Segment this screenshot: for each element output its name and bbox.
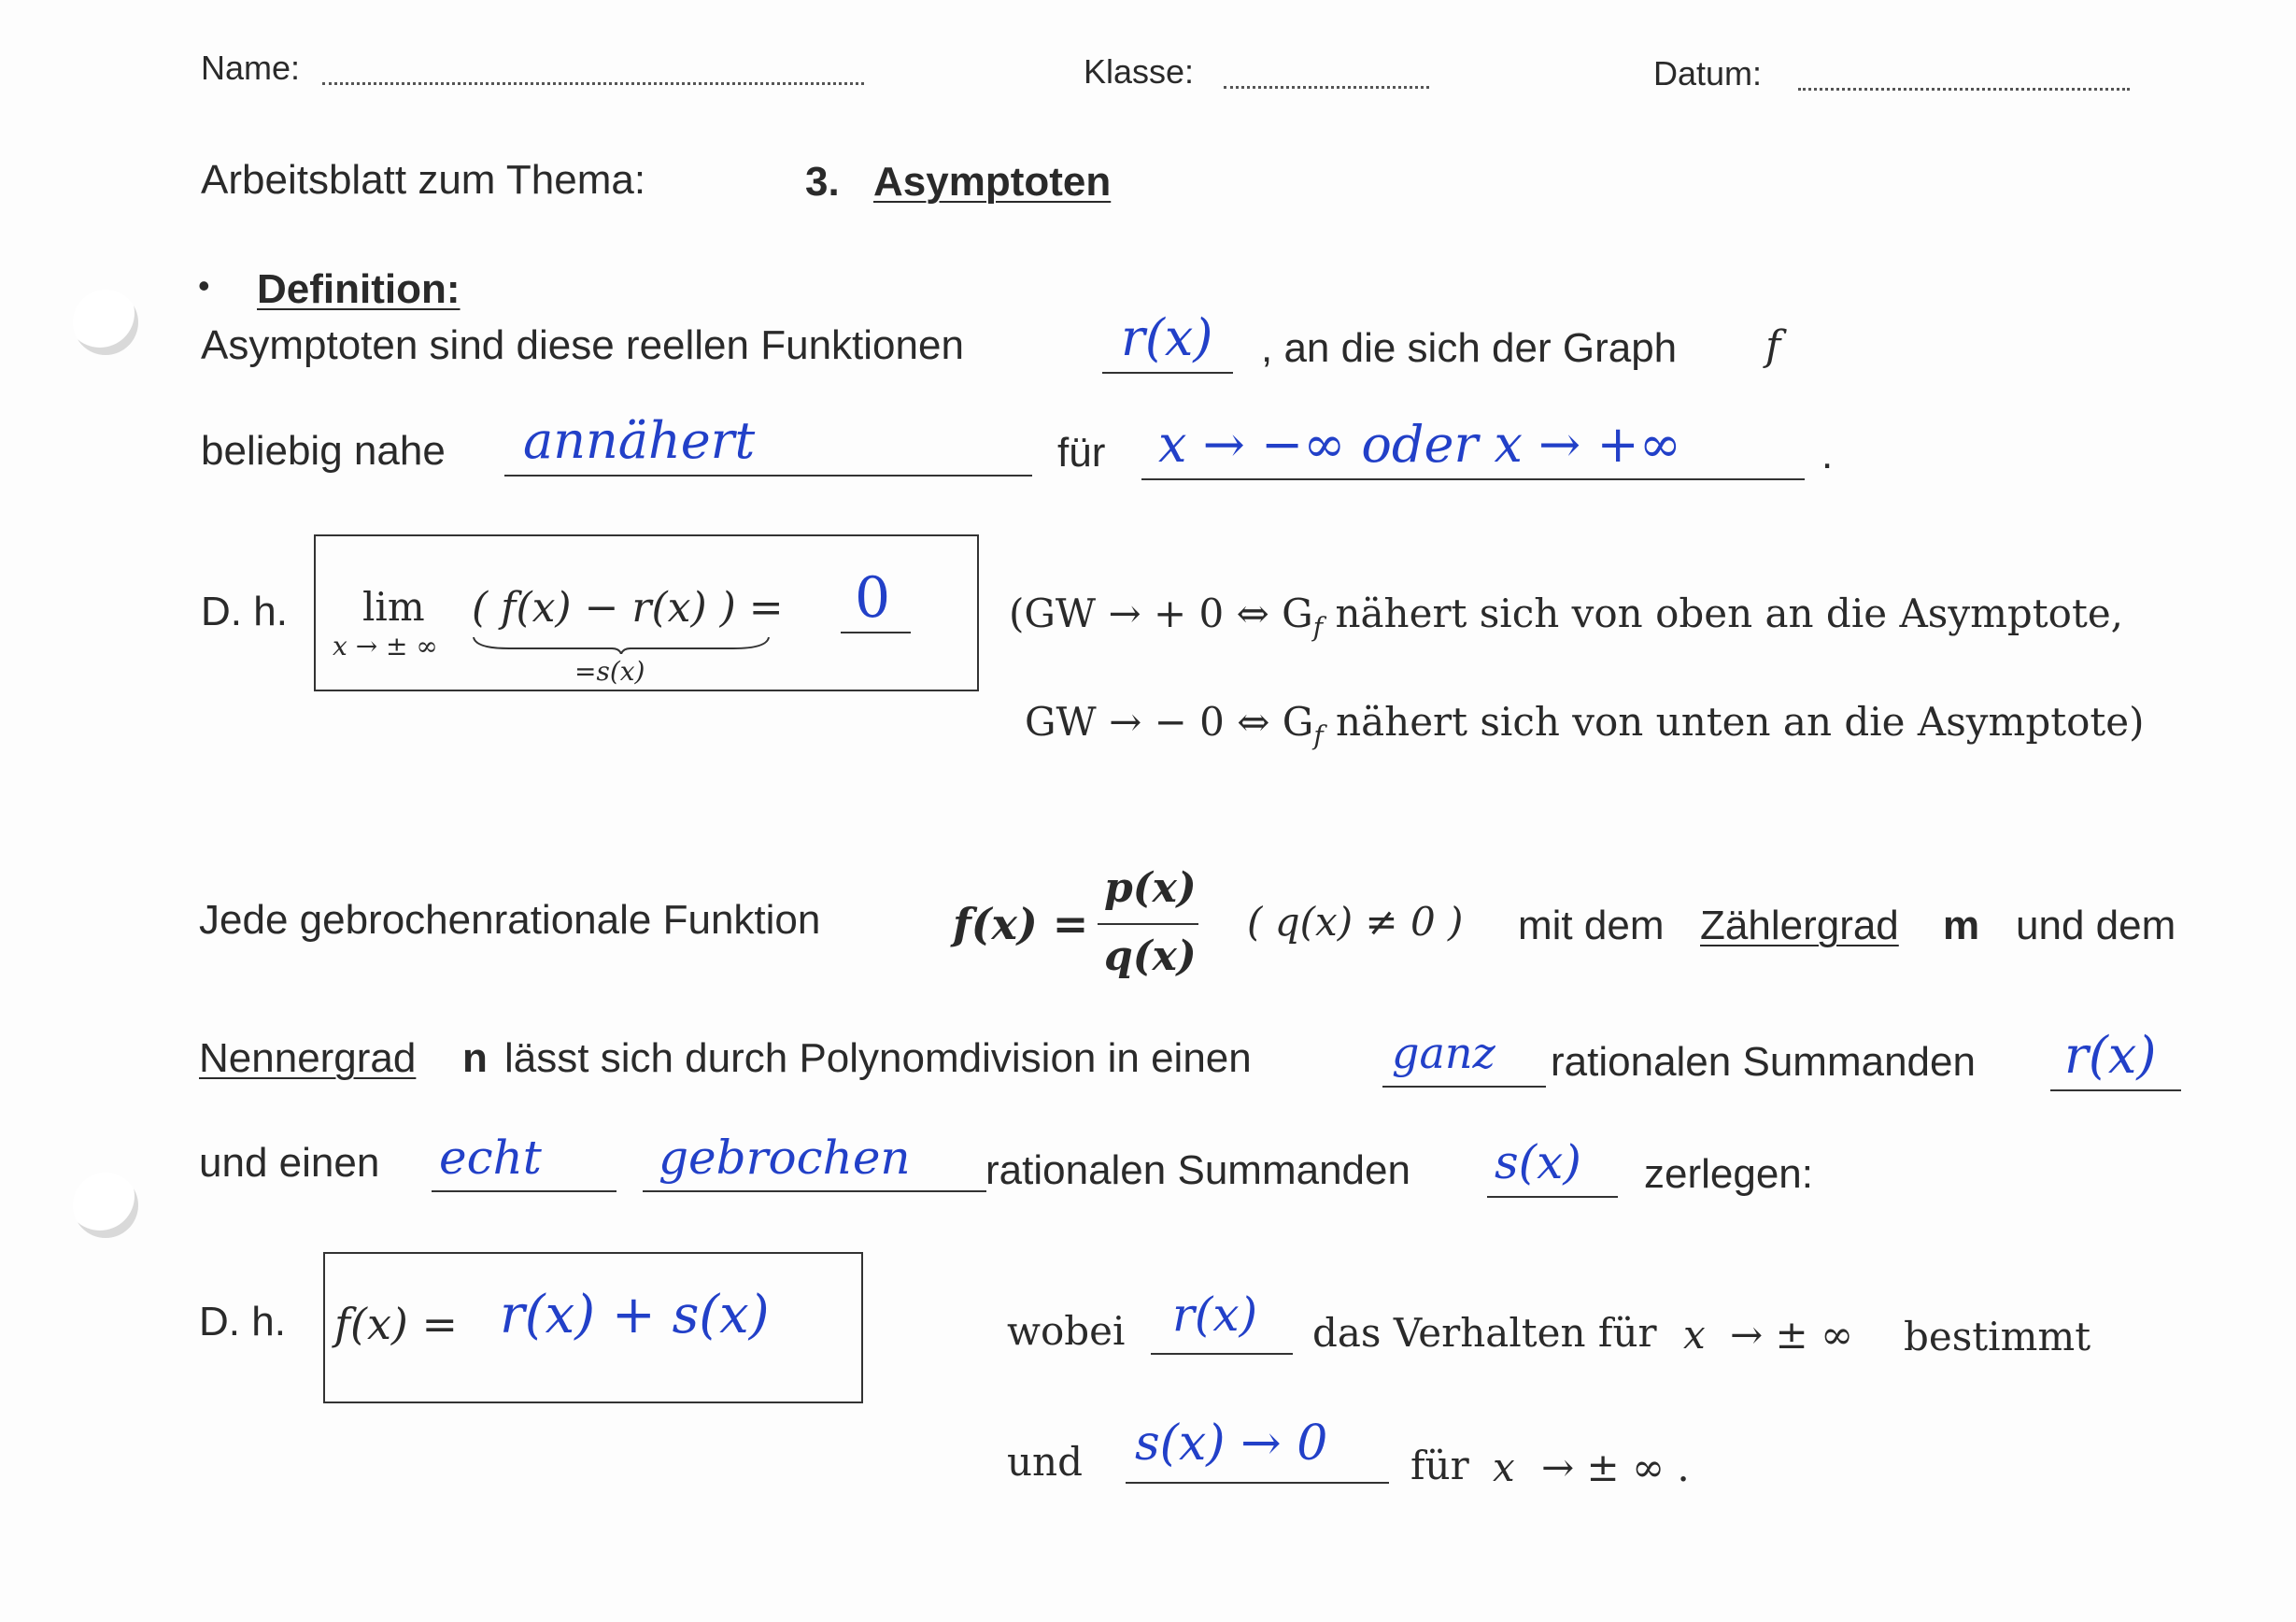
limit-expression: ( f(x) − r(x) ) = <box>472 584 784 632</box>
blank-echt[interactable] <box>432 1190 617 1192</box>
rational-summand-1: rationalen Summanden <box>1551 1039 1976 1085</box>
definition-heading: Definition: <box>257 266 461 312</box>
decomp-verhalten: das Verhalten für <box>1312 1310 1657 1356</box>
answer-asymptote-function: r(x) <box>1121 308 1213 367</box>
decomp-fuer: für <box>1410 1443 1469 1488</box>
date-field[interactable] <box>1798 88 2130 91</box>
definition-bullet: • <box>198 266 210 305</box>
lim-subscript: x → ± ∞ <box>333 631 438 662</box>
blank-limit-direction[interactable] <box>1141 478 1805 480</box>
dh-label-2: D. h. <box>199 1299 286 1345</box>
answer-echt: echt <box>439 1131 542 1185</box>
var-m: m <box>1943 903 1980 948</box>
answer-approaches: annähert <box>523 411 756 470</box>
gw-plus-line: (GW → + 0 ⇔ $G_f$ nähert sich von oben an die Asymptote, <box>1009 590 2124 643</box>
blank-sx-limit[interactable] <box>1126 1482 1389 1484</box>
class-label: Klasse: <box>1084 52 1195 91</box>
punch-hole-bottom <box>73 1173 138 1238</box>
def-line1-text: Asymptoten sind diese reellen Funktionen <box>201 322 964 368</box>
blank-sx-1[interactable] <box>1487 1196 1618 1198</box>
decomp-fx: f(x) = <box>334 1299 459 1349</box>
title-topic: Asymptoten <box>873 159 1112 205</box>
rational-fx: f(x) = <box>953 899 1089 949</box>
rational-und-dem: und dem <box>2016 903 2176 948</box>
term-zaehlergrad: Zählergrad <box>1700 903 1899 948</box>
class-field[interactable] <box>1224 86 1429 89</box>
rational-summand-2: rationalen Summanden <box>985 1147 1410 1193</box>
decomp-x2: x <box>1493 1444 1515 1490</box>
var-n: n <box>462 1035 488 1081</box>
decomp-und: und <box>1007 1439 1083 1485</box>
def-line2-fuer: für <box>1057 430 1106 476</box>
blank-rx-1[interactable] <box>2050 1089 2181 1091</box>
decomp-arrow-inf: → ± ∞ <box>1730 1312 1854 1358</box>
answer-limit-direction: x → −∞ oder x → +∞ <box>1158 415 1681 474</box>
blank-approaches[interactable] <box>504 475 1032 477</box>
rational-und-einen: und einen <box>199 1140 380 1186</box>
graph-f: f <box>1765 322 1781 370</box>
rational-zerlegen: zerlegen: <box>1644 1151 1814 1197</box>
name-label: Name: <box>201 49 301 87</box>
title-number: 3. <box>805 159 840 205</box>
rational-line2-text: lässt sich durch Polynomdivision in einen <box>504 1035 1252 1081</box>
blank-asymptote-function[interactable] <box>1102 372 1233 374</box>
answer-ganz: ganz <box>1392 1028 1495 1078</box>
answer-sx-limit: s(x) → 0 <box>1135 1416 1328 1472</box>
blank-limit-value[interactable] <box>841 632 911 633</box>
gw-minus-line: GW → − 0 ⇔ $G_f$ nähert sich von unten an die Asymptote) <box>1025 699 2145 751</box>
rational-mit-dem: mit dem <box>1518 903 1665 948</box>
decomp-arrow-inf2: → ± ∞ . <box>1541 1444 1690 1490</box>
def-line2-text: beliebig nahe <box>201 428 446 474</box>
answer-gebrochen: gebrochen <box>659 1131 911 1185</box>
decomp-x: x <box>1683 1312 1706 1358</box>
punch-hole-top <box>73 290 138 355</box>
name-field[interactable] <box>322 82 864 85</box>
blank-gebrochen[interactable] <box>643 1190 986 1192</box>
fraction-bar <box>1098 923 1198 925</box>
fraction-numerator: p(x) <box>1104 864 1197 912</box>
decomp-bestimmt: bestimmt <box>1904 1314 2091 1359</box>
decomp-wobei: wobei <box>1007 1308 1126 1354</box>
fraction-denominator: q(x) <box>1104 932 1197 980</box>
date-label: Datum: <box>1653 54 1763 92</box>
blank-ganz[interactable] <box>1382 1086 1546 1088</box>
answer-sx-1: s(x) <box>1495 1135 1581 1189</box>
lim-word: lim <box>362 584 425 630</box>
term-nennergrad: Nennergrad <box>199 1035 417 1081</box>
answer-limit-value: 0 <box>855 565 891 631</box>
def-line2-end: . <box>1821 432 1834 477</box>
underbrace <box>472 635 771 654</box>
answer-rx-1: r(x) <box>2064 1026 2157 1085</box>
answer-decomposition: r(x) + s(x) <box>500 1285 770 1345</box>
answer-rx-2: r(x) <box>1172 1288 1258 1342</box>
underbrace-label: =s(x) <box>574 656 645 687</box>
rational-condition: ( q(x) ≠ 0 ) <box>1247 899 1464 945</box>
dh-label-1: D. h. <box>201 589 288 634</box>
title-prefix: Arbeitsblatt zum Thema: <box>201 157 646 203</box>
def-line1-tail: , an die sich der Graph <box>1261 325 1678 371</box>
rational-intro: Jede gebrochenrationale Funktion <box>199 897 821 943</box>
blank-rx-2[interactable] <box>1151 1353 1293 1355</box>
